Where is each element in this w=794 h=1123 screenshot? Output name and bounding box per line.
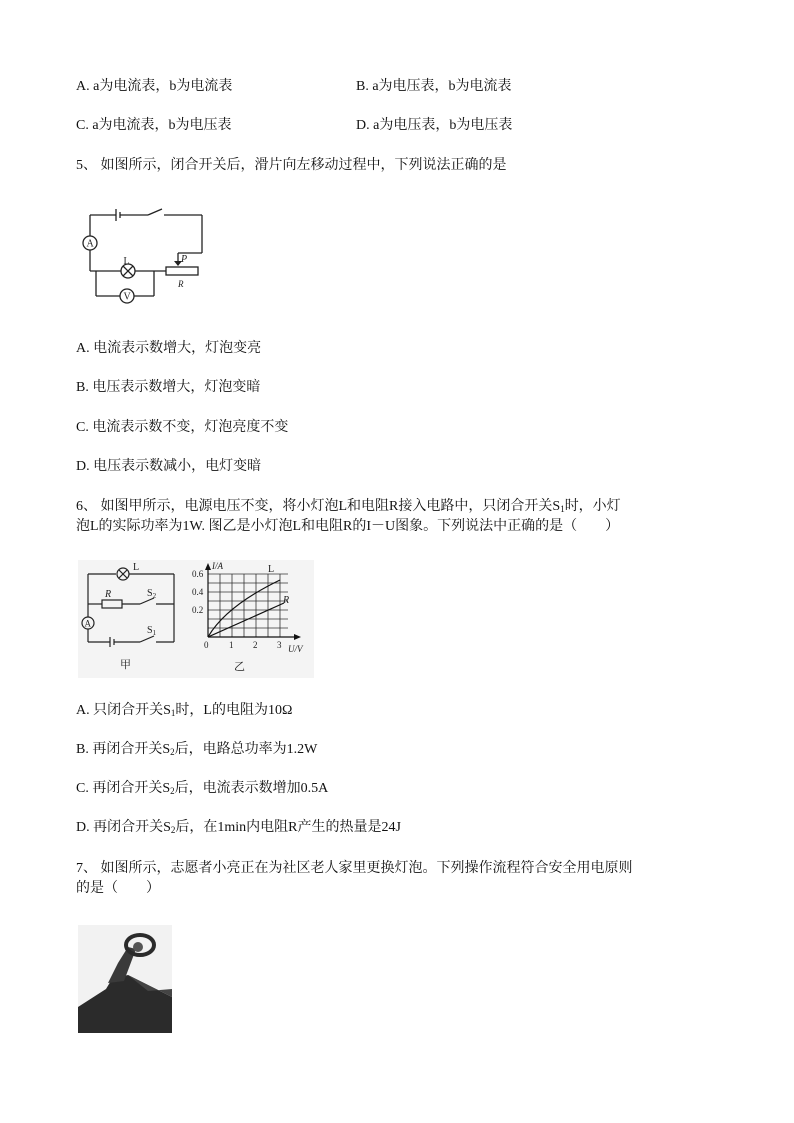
q6-jia-lamp-label: L [133, 562, 140, 573]
q7-stem-line1: 7、 如图所示，志愿者小亮正在为社区老人家里更换灯泡。下列操作流程符合安全用电原则 [76, 861, 633, 876]
q5-option-d: D. 电压表示数减小，电灯变暗 [76, 459, 262, 474]
q6-jia-s1-label: $S_1$ [147, 625, 157, 637]
q7-bulb-change-photo [78, 925, 172, 1033]
q6-option-d: D. 再闭合开关$S_2$后，在1min内电阻R产生的热量是24J [76, 820, 401, 835]
q5-ammeter-label: A [86, 238, 94, 250]
q6-yi-xtick: 3 [277, 640, 282, 650]
q6-yi-ytick: 0.6 [192, 569, 204, 579]
q6-option-c: C. 再闭合开关$S_2$后，电流表示数增加0.5A [76, 781, 329, 796]
q6-yi-ytick: 0.2 [192, 605, 204, 615]
q6-jia-caption: 甲 [120, 659, 131, 671]
q6-yi-xtick: 1 [229, 640, 234, 650]
q4-option-a: A. a为电流表，b为电流表 [76, 79, 233, 94]
q5-voltmeter-label: V [123, 291, 131, 303]
q5-lamp-label: L [123, 256, 130, 267]
q6-yi-xtick: 2 [253, 640, 258, 650]
q6-jia-ammeter-label: A [84, 618, 91, 629]
q7-stem-line2: 的是（ ） [76, 881, 160, 896]
q6-figure-jia-circuit [78, 560, 190, 678]
q6-yi-ytick: 0.4 [192, 587, 204, 597]
q6-yi-curve-l-label: L [268, 564, 275, 575]
q5-option-b: B. 电压表示数增大，灯泡变暗 [76, 380, 261, 395]
q4-option-d: D. a为电压表，b为电压表 [356, 118, 513, 133]
q6-yi-xtick: 0 [204, 640, 209, 650]
q6-jia-s2-label: $S_2$ [147, 588, 157, 600]
q5-option-a: A. 电流表示数增大，灯泡变亮 [76, 341, 262, 356]
q6-stem-line2: 泡L的实际功率为1W. 图乙是小灯泡L和电阻R的I－U图象。下列说法中正确的是（ ） [76, 519, 620, 534]
q6-yi-xlabel: U/V [288, 644, 303, 654]
q4-option-b: B. a为电压表，b为电流表 [356, 79, 512, 94]
q6-jia-resistor-label: R [105, 589, 112, 600]
q5-stem: 5、 如图所示，闭合开关后，滑片向左移动过程中，下列说法正确的是 [76, 158, 507, 173]
q6-option-b: B. 再闭合开关$S_2$后，电路总功率为1.2W [76, 742, 318, 757]
q6-yi-curve-r-label: R [283, 595, 290, 606]
q5-resistor-label: R [178, 279, 184, 289]
q6-stem-line1: 6、 如图甲所示，电源电压不变，将小灯泡L和电阻R接入电路中，只闭合开关$S_1$时，小灯 [76, 499, 621, 514]
q5-slider-label: P [181, 254, 188, 265]
q4-option-c: C. a为电流表，b为电压表 [76, 118, 232, 133]
q6-yi-caption: 乙 [234, 661, 245, 673]
q5-circuit-diagram [78, 205, 208, 305]
q6-option-a: A. 只闭合开关$S_1$时，L的电阻为10Ω [76, 703, 293, 718]
q6-figure-yi-iu-graph [190, 560, 314, 678]
q5-option-c: C. 电流表示数不变，灯泡亮度不变 [76, 420, 289, 435]
q6-yi-ylabel: I/A [212, 561, 223, 571]
